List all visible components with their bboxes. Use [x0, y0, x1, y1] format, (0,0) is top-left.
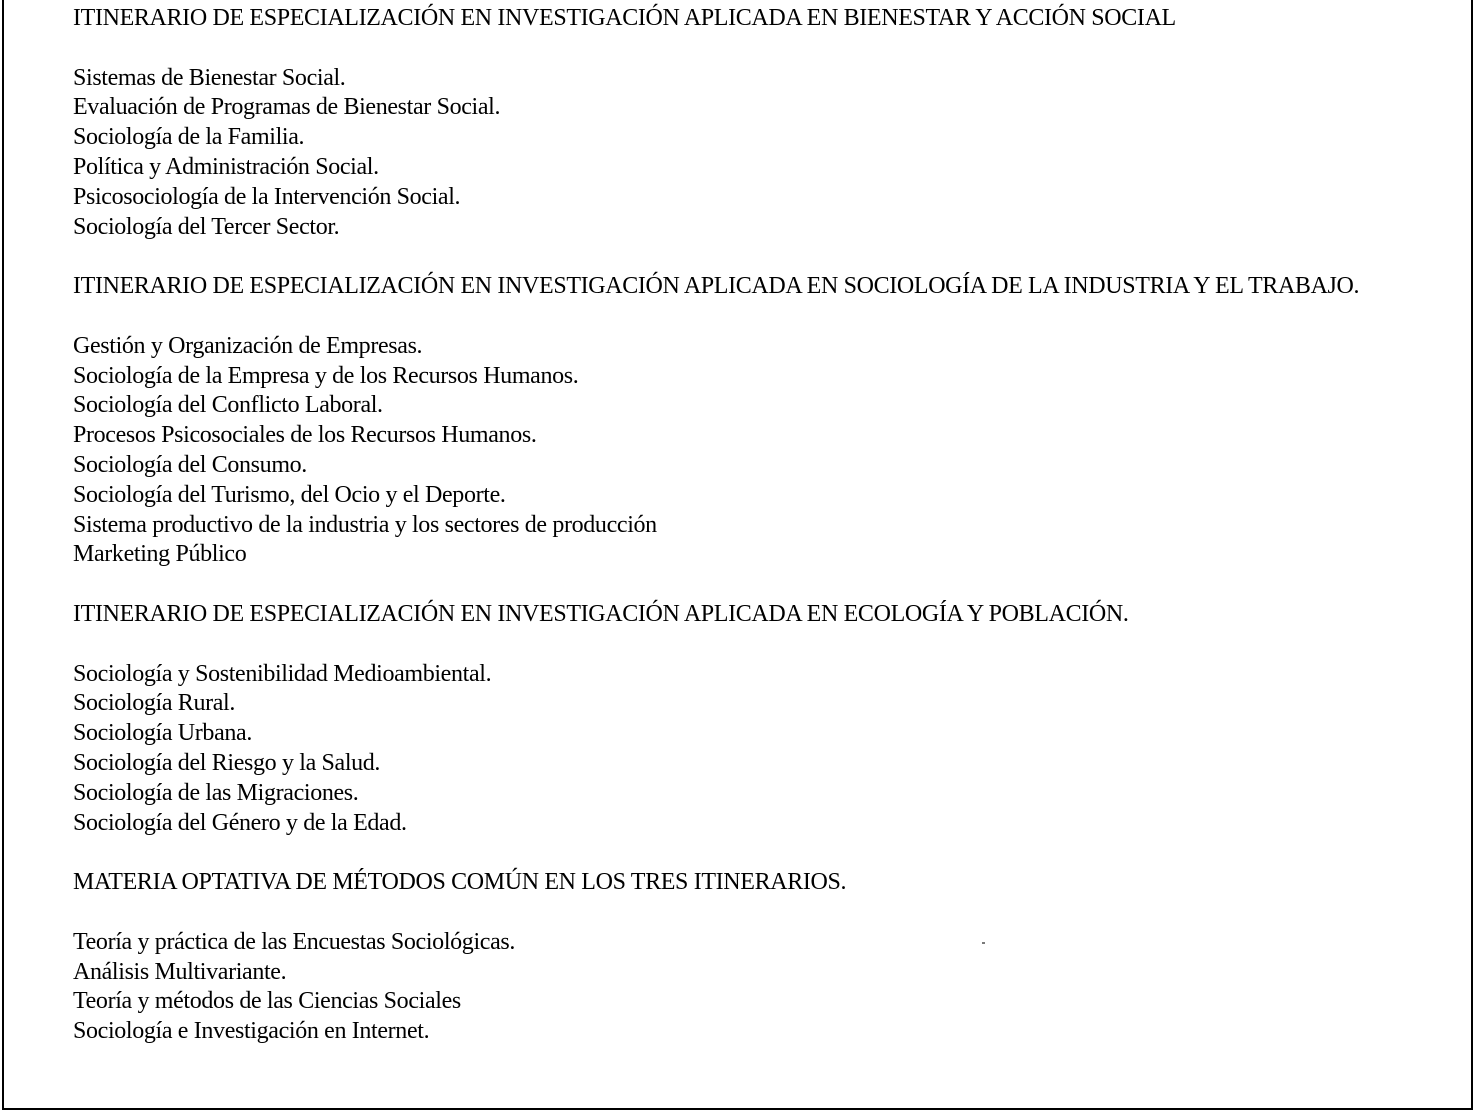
list-item: Sociología de la Familia.: [73, 124, 305, 151]
list-item: Sociología de las Migraciones.: [73, 779, 359, 806]
list-item: Política y Administración Social.: [73, 153, 379, 180]
list-item: Sociología Urbana.: [73, 720, 252, 747]
list-item: Sociología e Investigación en Internet.: [73, 1018, 430, 1045]
list-item: Sociología del Consumo.: [73, 451, 307, 478]
list-item: Sociología del Riesgo y la Salud.: [73, 749, 381, 776]
list-item: Procesos Psicosociales de los Recursos Humanos.: [73, 422, 537, 449]
section-heading: MATERIA OPTATIVA DE MÉTODOS COMÚN EN LOS TRES ITINERARIOS.: [73, 869, 847, 896]
list-item: Sociología del Conflicto Laboral.: [73, 392, 383, 419]
section-heading: ITINERARIO DE ESPECIALIZACIÓN EN INVESTIGACIÓN APLICADA EN ECOLOGÍA Y POBLACIÓN.: [73, 600, 1129, 627]
list-item: Sistema productivo de la industria y los sectores de producción: [73, 511, 657, 538]
list-item: Teoría y métodos de las Ciencias Sociales: [73, 988, 461, 1015]
list-item: Sistemas de Bienestar Social.: [73, 64, 346, 91]
list-item: Sociología y Sostenibilidad Medioambiental.: [73, 660, 492, 687]
list-item: Teoría y práctica de las Encuestas Sociológicas.: [73, 928, 516, 955]
section-metodos-comun: [73, 868, 1473, 1047]
list-item: Sociología del Género y de la Edad.: [73, 809, 407, 836]
list-item: Sociología de la Empresa y de los Recursos Humanos.: [73, 362, 579, 389]
scan-speck: [982, 942, 985, 944]
list-item: Psicosociología de la Intervención Social.: [73, 183, 461, 210]
subject-list: [73, 928, 1473, 1047]
section-heading: ITINERARIO DE ESPECIALIZACIÓN EN INVESTIGACIÓN APLICADA EN SOCIOLOGÍA DE LA INDUSTRIA Y EL TRABAJO.: [73, 273, 1360, 300]
subject-list: [73, 332, 1473, 570]
list-item: Marketing Público: [73, 541, 247, 568]
list-item: Sociología del Tercer Sector.: [73, 213, 340, 240]
list-item: Evaluación de Programas de Bienestar Social.: [73, 94, 501, 121]
list-item: Gestión y Organización de Empresas.: [73, 332, 423, 359]
subject-list: [73, 64, 1473, 243]
list-item: Sociología del Turismo, del Ocio y el Deporte.: [73, 481, 506, 508]
section-bienestar-accion-social: [73, 4, 1473, 242]
list-item: Sociología Rural.: [73, 690, 236, 717]
list-item: Análisis Multivariante.: [73, 958, 287, 985]
subject-list: [73, 660, 1473, 839]
section-ecologia-poblacion: [73, 600, 1473, 838]
section-heading: ITINERARIO DE ESPECIALIZACIÓN EN INVESTIGACIÓN APLICADA EN BIENESTAR Y ACCIÓN SOCIAL: [73, 5, 1176, 31]
document-body: [73, 4, 1473, 1077]
section-industria-trabajo: [73, 272, 1473, 570]
